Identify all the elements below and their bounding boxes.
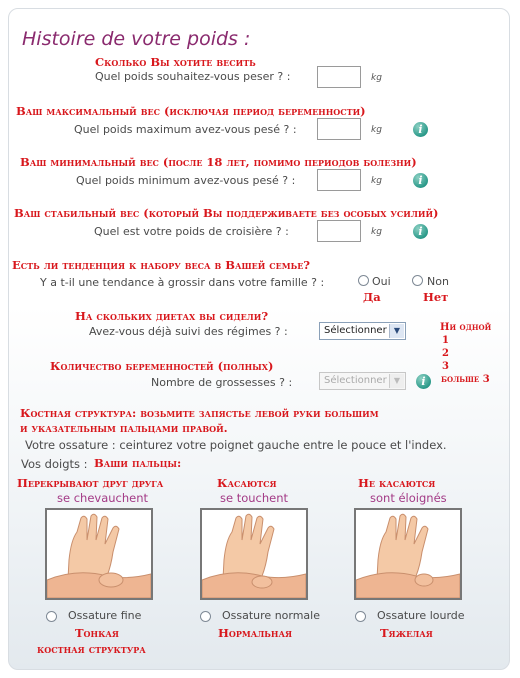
q-max-ru: Ваш максимальный вес (исключая период беременности) [16,104,366,118]
info-icon[interactable]: i [413,173,428,188]
q-max-fr: Quel poids maximum avez-vous pesé ? : [74,123,297,136]
diets-select-value: Sélectionner [324,325,387,336]
hand-overlap-image [45,508,153,600]
tendency-no-radio[interactable] [412,275,423,286]
q-pregnancies-ru: Количество беременностей (полных) [50,359,274,373]
bone-heavy-label: Ossature lourde [377,609,465,622]
bone-fine-radio[interactable] [46,611,57,622]
tendency-yes-label: Oui [372,275,391,288]
info-icon[interactable]: i [413,122,428,137]
info-icon[interactable]: i [416,374,431,389]
kg-unit: kg [371,176,382,186]
info-icon[interactable]: i [413,224,428,239]
q-min-ru: Ваш минимальный вес (после 18 лет, помимо периодов болезни) [20,155,417,169]
bone-fine-ru-label2: костная структура [37,642,146,656]
diets-select[interactable] [319,322,406,340]
bone-normal-ru: Касаются [217,476,277,490]
bone-normal-fr: se touchent [220,491,289,505]
hand-touch-image [200,508,308,600]
kg-unit: kg [371,227,382,237]
bone-fine-ru: Перекрывают друг друга [17,476,164,490]
diets-option-ru: больше 3 [441,374,490,385]
kg-unit: kg [371,125,382,135]
tendency-yes-radio[interactable] [358,275,369,286]
q-stable-fr: Quel est votre poids de croisière ? : [94,225,289,238]
bone-normal-label: Ossature normale [222,609,321,622]
tendency-no-ru: Нет [423,290,449,304]
bone-normal-ru-label: Нормальная [218,626,293,640]
chevron-down-icon: ▼ [389,324,404,338]
q-target-ru: Сколько Вы хотите весить [95,55,256,69]
q-bone-ru-line2: и указательным пальцами правой. [20,421,228,435]
target-weight-input[interactable] [317,66,361,88]
q-diets-ru: На скольких диетах вы сидели? [75,309,269,323]
tendency-yes-ru: Да [363,290,381,304]
bone-normal-radio[interactable] [200,611,211,622]
max-weight-input[interactable] [317,118,361,140]
q-tendency-ru: Есть ли тенденция к набору веса в Вашей семье? [12,258,311,272]
min-weight-input[interactable] [317,169,361,191]
q-pregnancies-fr: Nombre de grossesses ? : [151,376,293,389]
kg-unit: kg [371,73,382,83]
chevron-down-icon: ▼ [389,374,404,388]
diets-option-ru: 1 [442,335,449,346]
q-bone-ru-line1: Костная структура: возьмите запястье левой руки большим [20,406,379,420]
bone-fine-label: Ossature fine [68,609,142,622]
pregnancies-select-value: Sélectionner [324,375,387,386]
q-min-fr: Quel poids minimum avez-vous pesé ? : [76,174,296,187]
tendency-no-label: Non [427,275,449,288]
q-bone-fr: Votre ossature : ceinturez votre poignet gauche entre le pouce et l'index. [25,438,447,452]
bone-fine-ru-label: Тонкая [75,626,119,640]
bone-heavy-fr: sont éloignés [370,491,447,505]
q-tendency-fr: Y a t-il une tendance à grossir dans votre famille ? : [40,276,325,289]
stable-weight-input[interactable] [317,220,361,242]
bone-fine-fr: se chevauchent [57,491,149,505]
pregnancies-select[interactable] [319,372,406,390]
page-title: Histoire de votre poids : [22,28,251,50]
fingers-ru: Ваши пальцы: [94,456,182,470]
q-stable-ru: Ваш стабильный вес (который Вы поддерживаете без особых усилий) [14,206,439,220]
q-diets-fr: Avez-vous déjà suivi des régimes ? : [89,325,288,338]
fingers-fr: Vos doigts : [21,457,88,471]
q-target-fr: Quel poids souhaitez-vous peser ? : [95,70,291,83]
bone-heavy-ru-label: Тяжелая [380,626,433,640]
diets-option-ru: 3 [442,361,449,372]
bone-heavy-ru: Не касаются [358,476,436,490]
hand-apart-image [354,508,462,600]
diets-option-ru: 2 [442,348,449,359]
bone-heavy-radio[interactable] [355,611,366,622]
diets-option-ru: Ни одной [440,322,492,333]
